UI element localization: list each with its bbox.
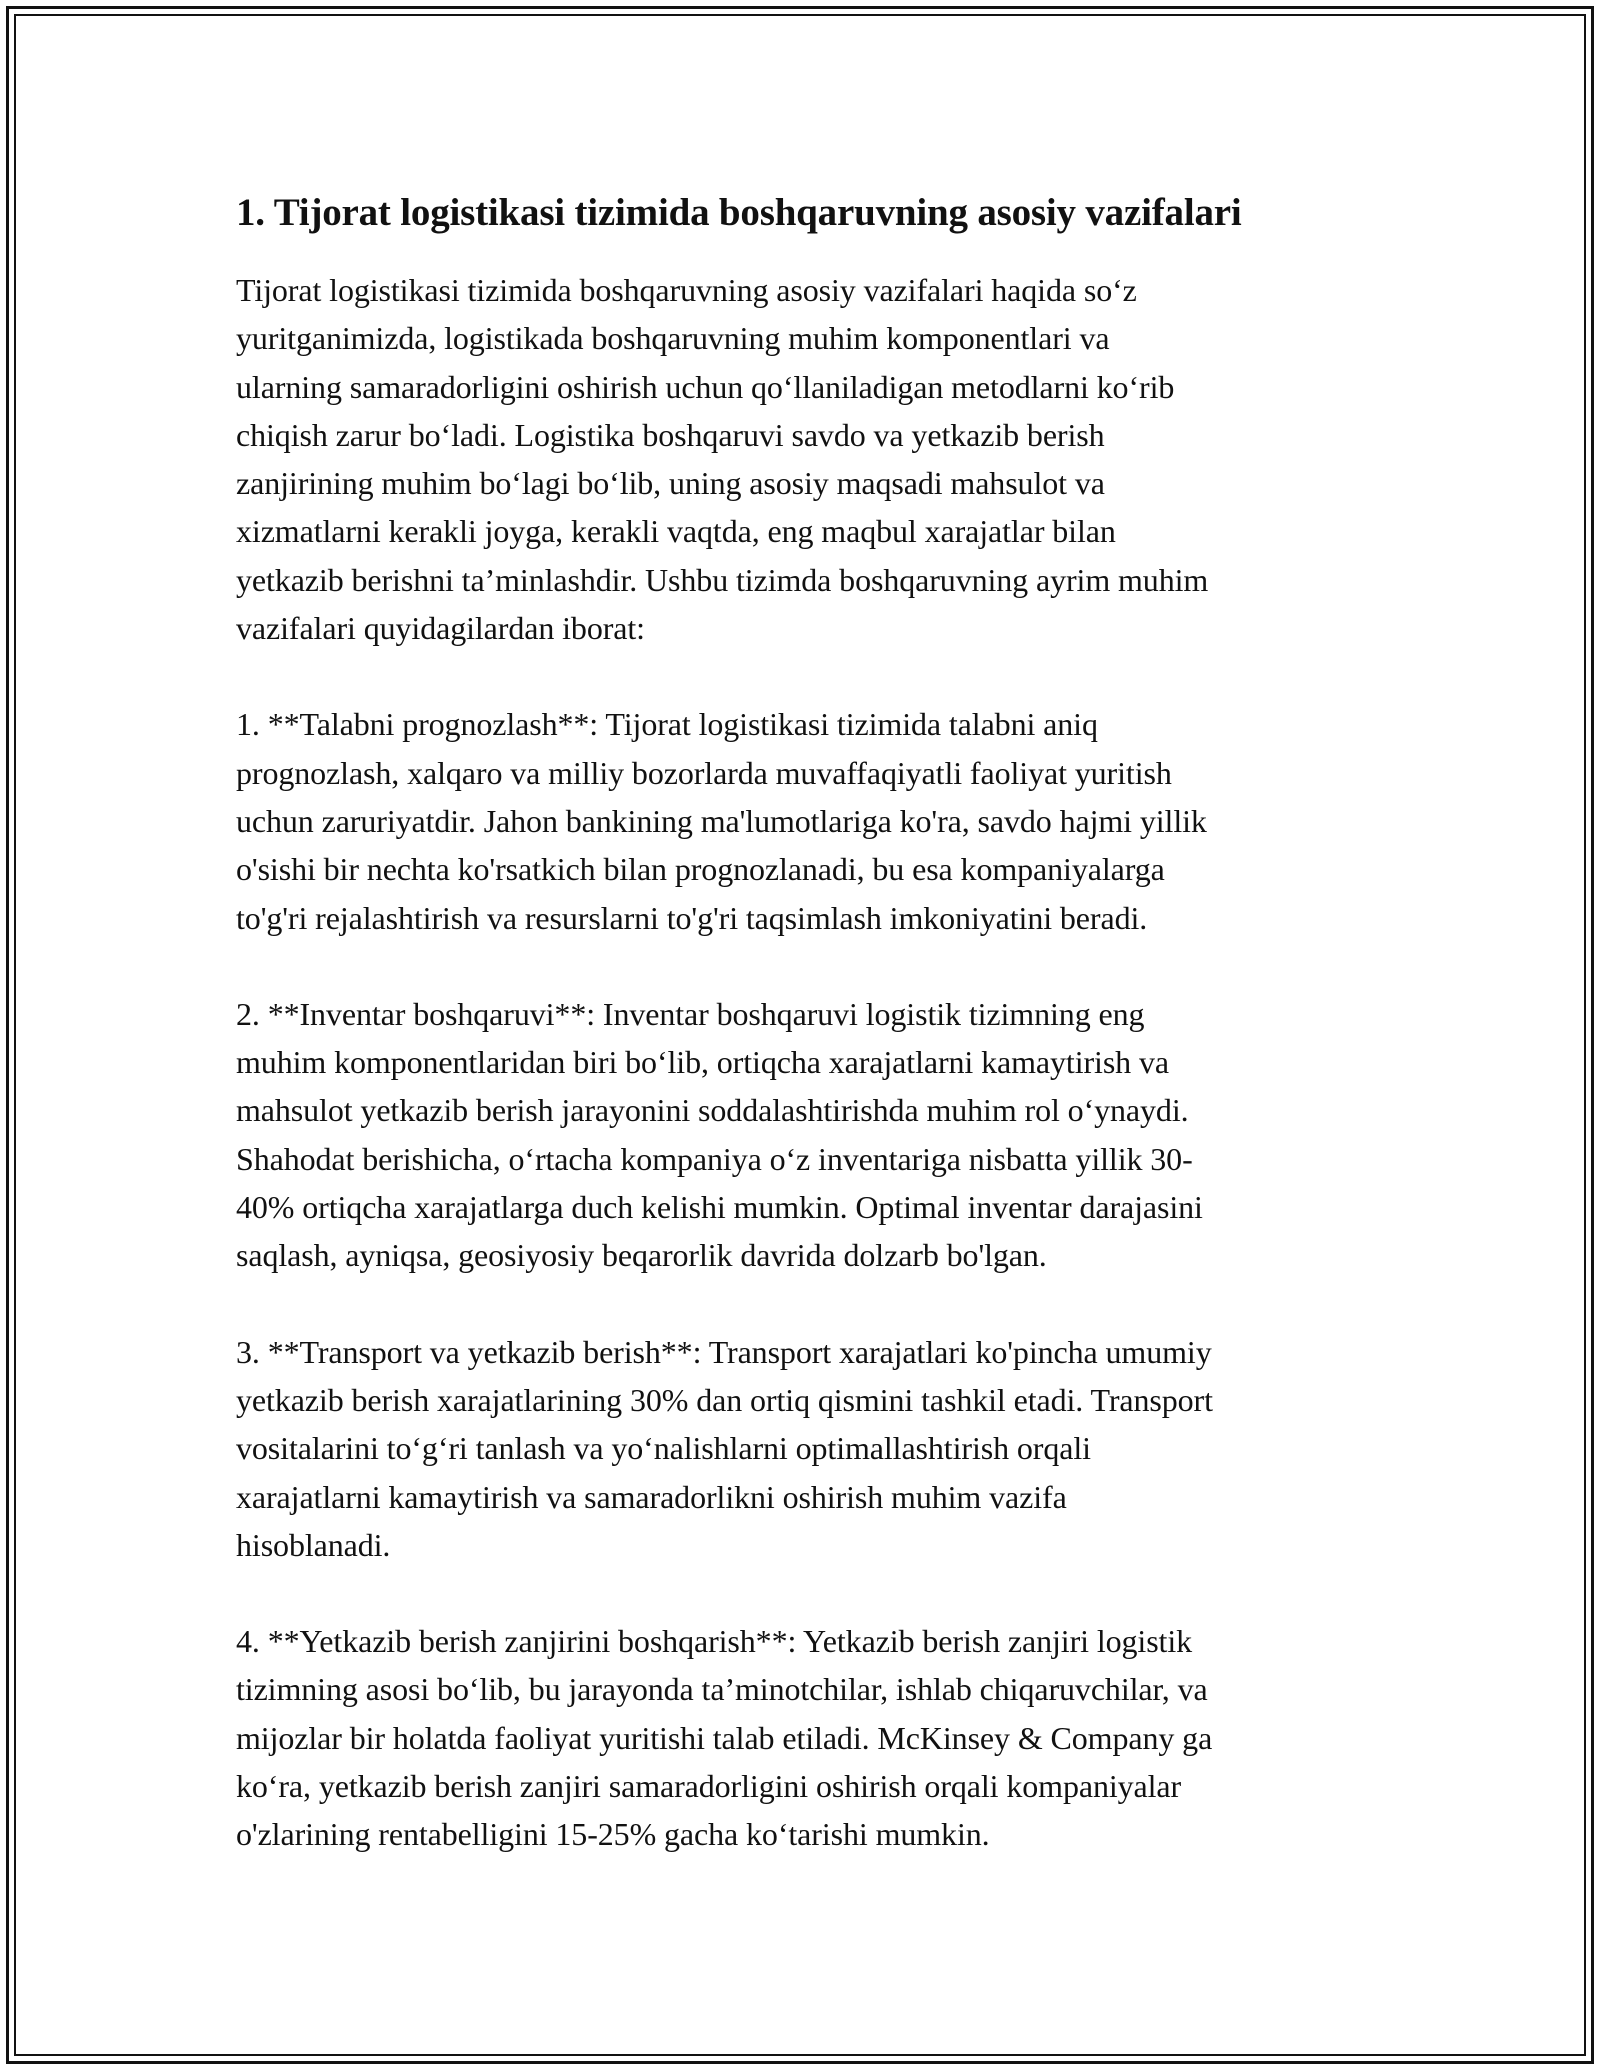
text-line: to'g'ri rejalashtirish va resurslarni to'g'ri taqsimlash imkoniyatini beradi. (236, 899, 1148, 936)
list-item-transport (236, 1328, 1376, 1569)
text-line: mahsulot yetkazib berish jarayonini soddalashtirishda muhim rol o‘ynaydi. (236, 1092, 1189, 1129)
list-item-talabni-prognozlash (236, 700, 1376, 941)
text-line: o'sishi bir nechta ko'rsatkich bilan prognozlanadi, bu esa kompaniyalarga (236, 851, 1165, 888)
text-line: xizmatlarni kerakli joyga, kerakli vaqtda, eng maqbul xarajatlar bilan (236, 513, 1116, 550)
text-line: yuritganimizda, logistikada boshqaruvning muhim komponentlari va (236, 320, 1110, 357)
document-body (236, 186, 1376, 1907)
text-line: Tijorat logistikasi tizimida boshqaruvning asosiy vazifalari haqida so‘z (236, 272, 1137, 308)
text-line: saqlash, ayniqsa, geosiyosiy beqarorlik davrida dolzarb bo'lgan. (236, 1237, 1047, 1274)
text-line: ularning samaradorligini oshirish uchun qo‘llaniladigan metodlarni ko‘rib (236, 368, 1175, 405)
text-line: 4. **Yetkazib berish zanjirini boshqarish**: Yetkazib berish zanjiri logistik (236, 1623, 1193, 1660)
text-line: zanjirining muhim bo‘lagi bo‘lib, uning asosiy maqsadi mahsulot va (236, 465, 1105, 502)
text-line: ko‘ra, yetkazib berish zanjiri samaradorligini oshirish orqali kompaniyalar (236, 1768, 1182, 1805)
text-line: tizimning asosi bo‘lib, bu jarayonda ta’minotchilar, ishlab chiqaruvchilar, va (236, 1671, 1208, 1708)
text-line: Shahodat berishicha, o‘rtacha kompaniya o‘z inventariga nisbatta yillik 30- (236, 1140, 1193, 1177)
list-item-yetkazib-berish-zanjiri (236, 1617, 1376, 1858)
text-line: vositalarini to‘g‘ri tanlash va yo‘nalishlarni optimallashtirish orqali (236, 1430, 1091, 1467)
text-line: mijozlar bir holatda faoliyat yuritishi talab etiladi. McKinsey & Company ga (236, 1719, 1213, 1756)
text-line: yetkazib berishni ta’minlashdir. Ushbu tizimda boshqaruvning ayrim muhim (236, 561, 1209, 598)
list-item-inventar-boshqaruvi (236, 990, 1376, 1280)
text-line: uchun zaruriyatdir. Jahon bankining ma'lumotlariga ko'ra, savdo hajmi yillik (236, 802, 1207, 839)
text-line: prognozlash, xalqaro va milliy bozorlarda muvaffaqiyatli faoliyat yuritish (236, 754, 1172, 791)
text-line: hisoblanadi. (236, 1526, 391, 1563)
text-line: 2. **Inventar boshqaruvi**: Inventar boshqaruvi logistik tizimning eng (236, 995, 1145, 1032)
text-line: chiqish zarur bo‘ladi. Logistika boshqaruvi savdo va yetkazib berish (236, 416, 1105, 453)
text-line: yetkazib berish xarajatlarining 30% dan ortiq qismini tashkil etadi. Transport (236, 1381, 1213, 1418)
text-line: o'zlarining rentabelligini 15-25% gacha ko‘tarishi mumkin. (236, 1816, 990, 1853)
text-line: 1. **Talabni prognozlash**: Tijorat logistikasi tizimida talabni aniq (236, 706, 1098, 743)
intro-paragraph (236, 266, 1376, 652)
text-line: muhim komponentlaridan biri bo‘lib, ortiqcha xarajatlarni kamaytirish va (236, 1044, 1169, 1081)
text-line: xarajatlarni kamaytirish va samaradorlikni oshirish muhim vazifa (236, 1478, 1067, 1515)
text-line: vazifalari quyidagilardan iborat: (236, 610, 645, 647)
text-line: 40% ortiqcha xarajatlarga duch kelishi mumkin. Optimal inventar darajasini (236, 1189, 1203, 1226)
text-line: 3. **Transport va yetkazib berish**: Transport xarajatlari ko'pincha umumiy (236, 1333, 1212, 1370)
document-title: 1. Tijorat logistikasi tizimida boshqaruvning asosiy vazifalari (236, 191, 1242, 234)
